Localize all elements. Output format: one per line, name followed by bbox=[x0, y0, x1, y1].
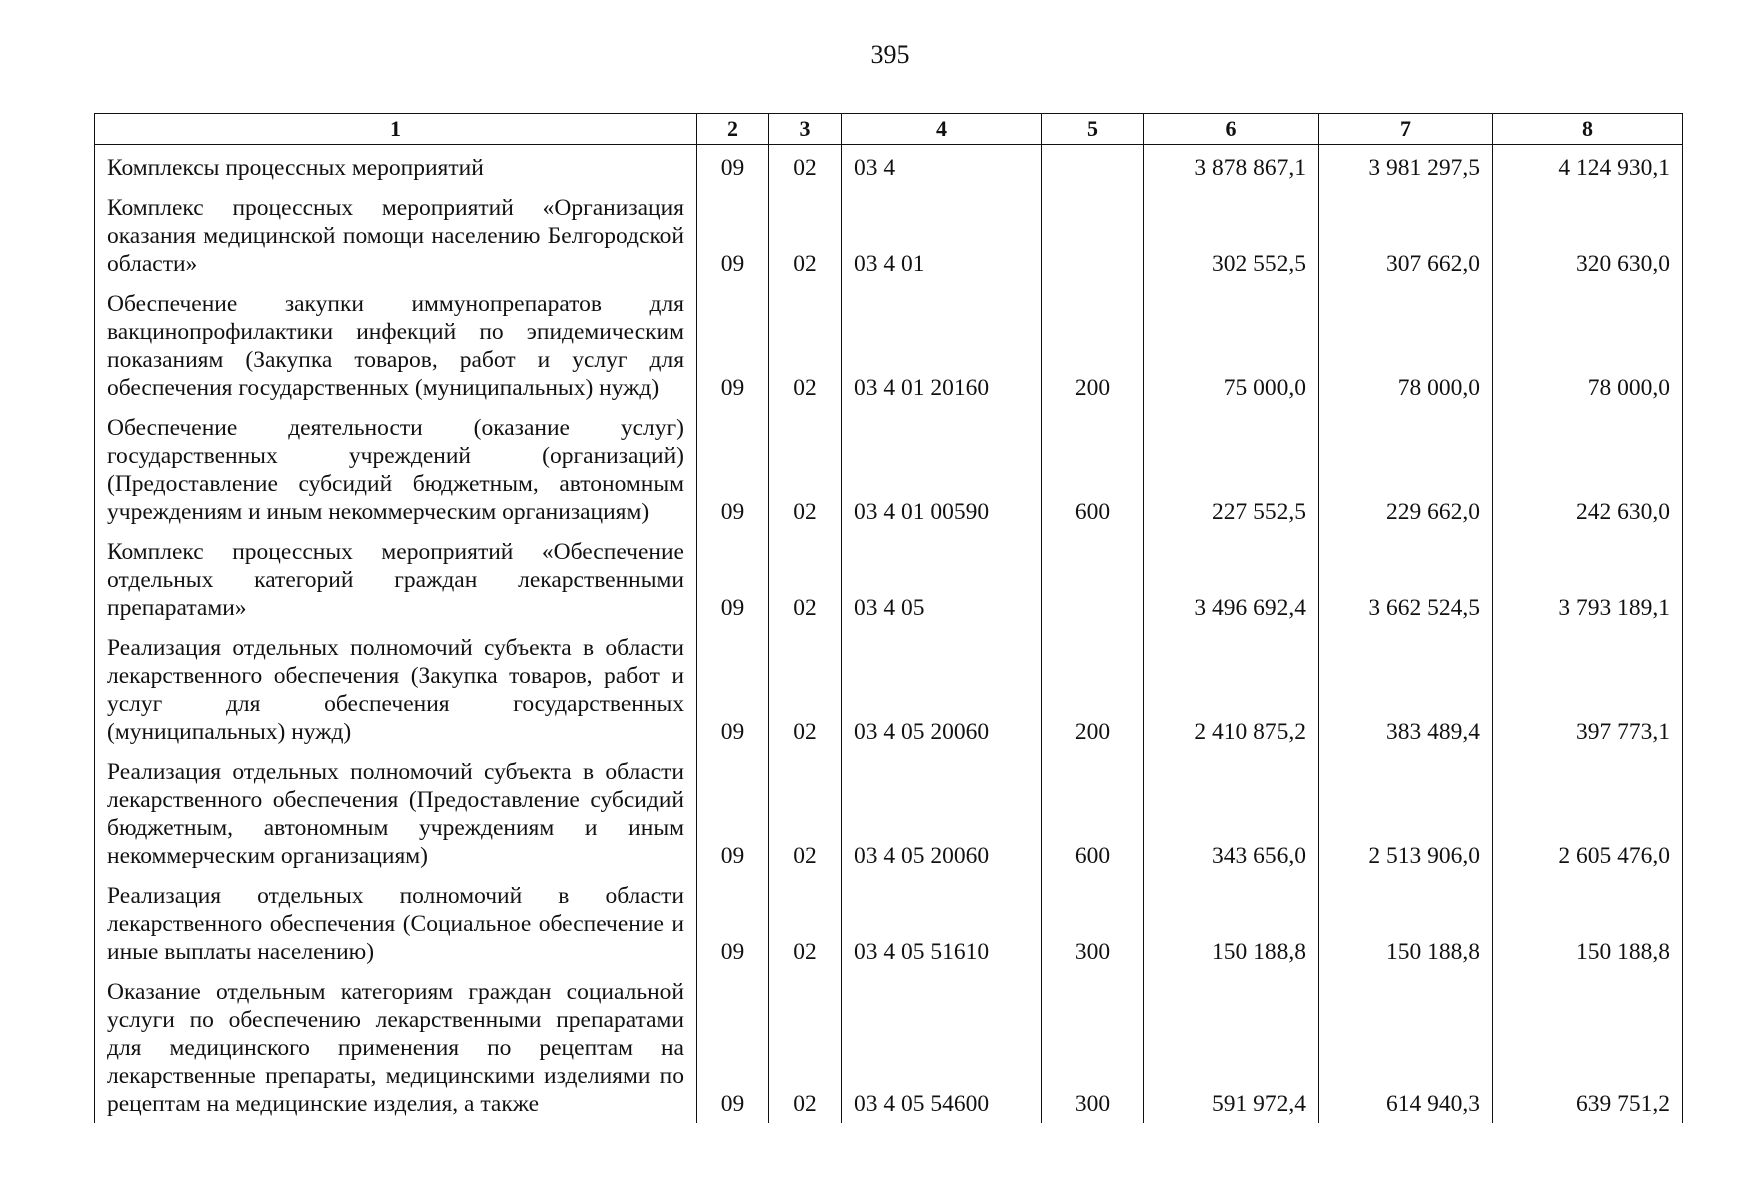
row-amount-col6: 343 656,0 bbox=[1144, 751, 1319, 875]
row-expense-type bbox=[1042, 531, 1144, 627]
row-target-code: 03 4 01 bbox=[842, 187, 1042, 283]
row-target-code: 03 4 05 54600 bbox=[842, 971, 1042, 1123]
table-row bbox=[95, 407, 1683, 531]
row-expense-type: 600 bbox=[1042, 407, 1144, 531]
row-section: 09 bbox=[697, 971, 769, 1123]
table-header bbox=[95, 114, 1683, 145]
row-expense-type: 200 bbox=[1042, 283, 1144, 407]
header-col-3: 3 bbox=[769, 114, 842, 145]
row-section: 09 bbox=[697, 751, 769, 875]
page-number: 395 bbox=[870, 40, 910, 69]
row-amount-col8: 3 793 189,1 bbox=[1493, 531, 1683, 627]
row-expense-type: 200 bbox=[1042, 627, 1144, 751]
row-amount-col6: 227 552,5 bbox=[1144, 407, 1319, 531]
table-row bbox=[95, 145, 1683, 188]
row-subsection: 02 bbox=[769, 875, 842, 971]
row-amount-col8: 150 188,8 bbox=[1493, 875, 1683, 971]
row-name: Комплекс процессных мероприятий «Организация оказания медицинской помощи населению Белгородской области» bbox=[95, 187, 697, 283]
row-name: Комплексы процессных мероприятий bbox=[95, 145, 697, 188]
header-col-4: 4 bbox=[842, 114, 1042, 145]
row-section: 09 bbox=[697, 187, 769, 283]
row-subsection: 02 bbox=[769, 627, 842, 751]
row-amount-col6: 150 188,8 bbox=[1144, 875, 1319, 971]
row-amount-col6: 591 972,4 bbox=[1144, 971, 1319, 1123]
header-col-5: 5 bbox=[1042, 114, 1144, 145]
row-target-code: 03 4 05 20060 bbox=[842, 627, 1042, 751]
row-target-code: 03 4 05 bbox=[842, 531, 1042, 627]
row-expense-type bbox=[1042, 187, 1144, 283]
header-col-1: 1 bbox=[95, 114, 697, 145]
row-target-code: 03 4 01 20160 bbox=[842, 283, 1042, 407]
table-row bbox=[95, 875, 1683, 971]
row-amount-col6: 3 878 867,1 bbox=[1144, 145, 1319, 188]
row-subsection: 02 bbox=[769, 531, 842, 627]
row-name: Обеспечение деятельности (оказание услуг) государственных учреждений (организаций) (Предоставление субсидий бюджетным, автономным учреждениям и иным некоммерческим организациям) bbox=[95, 407, 697, 531]
row-amount-col8: 639 751,2 bbox=[1493, 971, 1683, 1123]
budget-table bbox=[94, 113, 1683, 1123]
row-amount-col6: 2 410 875,2 bbox=[1144, 627, 1319, 751]
table-body bbox=[95, 145, 1683, 1124]
budget-table-container bbox=[94, 113, 1683, 1123]
row-amount-col7: 150 188,8 bbox=[1319, 875, 1493, 971]
table-row bbox=[95, 751, 1683, 875]
row-subsection: 02 bbox=[769, 751, 842, 875]
table-row bbox=[95, 627, 1683, 751]
row-name: Реализация отдельных полномочий субъекта в области лекарственного обеспечения (Закупка товаров, работ и услуг для обеспечения государственных (муниципальных) нужд) bbox=[95, 627, 697, 751]
header-col-7: 7 bbox=[1319, 114, 1493, 145]
table-row bbox=[95, 531, 1683, 627]
row-target-code: 03 4 01 00590 bbox=[842, 407, 1042, 531]
row-amount-col8: 4 124 930,1 bbox=[1493, 145, 1683, 188]
table-row bbox=[95, 187, 1683, 283]
header-col-8: 8 bbox=[1493, 114, 1683, 145]
row-amount-col7: 307 662,0 bbox=[1319, 187, 1493, 283]
row-amount-col7: 3 981 297,5 bbox=[1319, 145, 1493, 188]
row-amount-col8: 78 000,0 bbox=[1493, 283, 1683, 407]
header-row bbox=[95, 114, 1683, 145]
row-amount-col7: 78 000,0 bbox=[1319, 283, 1493, 407]
row-amount-col7: 3 662 524,5 bbox=[1319, 531, 1493, 627]
row-section: 09 bbox=[697, 407, 769, 531]
row-name: Оказание отдельным категориям граждан социальной услуги по обеспечению лекарственными препаратами для медицинского применения по рецептам на лекарственные препараты, медицинскими изделиями по рецептам на медицинские изделия, а также bbox=[95, 971, 697, 1123]
row-amount-col6: 3 496 692,4 bbox=[1144, 531, 1319, 627]
table-row bbox=[95, 971, 1683, 1123]
table-row bbox=[95, 283, 1683, 407]
row-target-code: 03 4 05 51610 bbox=[842, 875, 1042, 971]
row-amount-col8: 320 630,0 bbox=[1493, 187, 1683, 283]
row-section: 09 bbox=[697, 145, 769, 188]
row-amount-col7: 229 662,0 bbox=[1319, 407, 1493, 531]
row-target-code: 03 4 bbox=[842, 145, 1042, 188]
row-expense-type: 600 bbox=[1042, 751, 1144, 875]
row-name: Реализация отдельных полномочий субъекта в области лекарственного обеспечения (Предоставление субсидий бюджетным, автономным учреждениям и иным некоммерческим организациям) bbox=[95, 751, 697, 875]
row-subsection: 02 bbox=[769, 145, 842, 188]
row-subsection: 02 bbox=[769, 283, 842, 407]
row-amount-col8: 2 605 476,0 bbox=[1493, 751, 1683, 875]
row-amount-col7: 2 513 906,0 bbox=[1319, 751, 1493, 875]
row-name: Комплекс процессных мероприятий «Обеспечение отдельных категорий граждан лекарственными препаратами» bbox=[95, 531, 697, 627]
row-amount-col6: 75 000,0 bbox=[1144, 283, 1319, 407]
row-section: 09 bbox=[697, 875, 769, 971]
header-col-6: 6 bbox=[1144, 114, 1319, 145]
header-col-2: 2 bbox=[697, 114, 769, 145]
row-section: 09 bbox=[697, 627, 769, 751]
row-amount-col7: 383 489,4 bbox=[1319, 627, 1493, 751]
row-section: 09 bbox=[697, 531, 769, 627]
row-subsection: 02 bbox=[769, 971, 842, 1123]
row-section: 09 bbox=[697, 283, 769, 407]
row-amount-col7: 614 940,3 bbox=[1319, 971, 1493, 1123]
row-name: Обеспечение закупки иммунопрепаратов для вакцинопрофилактики инфекций по эпидемическим показаниям (Закупка товаров, работ и услуг для обеспечения государственных (муниципальных) нужд) bbox=[95, 283, 697, 407]
row-amount-col8: 397 773,1 bbox=[1493, 627, 1683, 751]
row-subsection: 02 bbox=[769, 187, 842, 283]
row-amount-col8: 242 630,0 bbox=[1493, 407, 1683, 531]
row-name: Реализация отдельных полномочий в области лекарственного обеспечения (Социальное обеспечение и иные выплаты населению) bbox=[95, 875, 697, 971]
row-expense-type bbox=[1042, 145, 1144, 188]
row-target-code: 03 4 05 20060 bbox=[842, 751, 1042, 875]
row-amount-col6: 302 552,5 bbox=[1144, 187, 1319, 283]
row-subsection: 02 bbox=[769, 407, 842, 531]
row-expense-type: 300 bbox=[1042, 875, 1144, 971]
row-expense-type: 300 bbox=[1042, 971, 1144, 1123]
